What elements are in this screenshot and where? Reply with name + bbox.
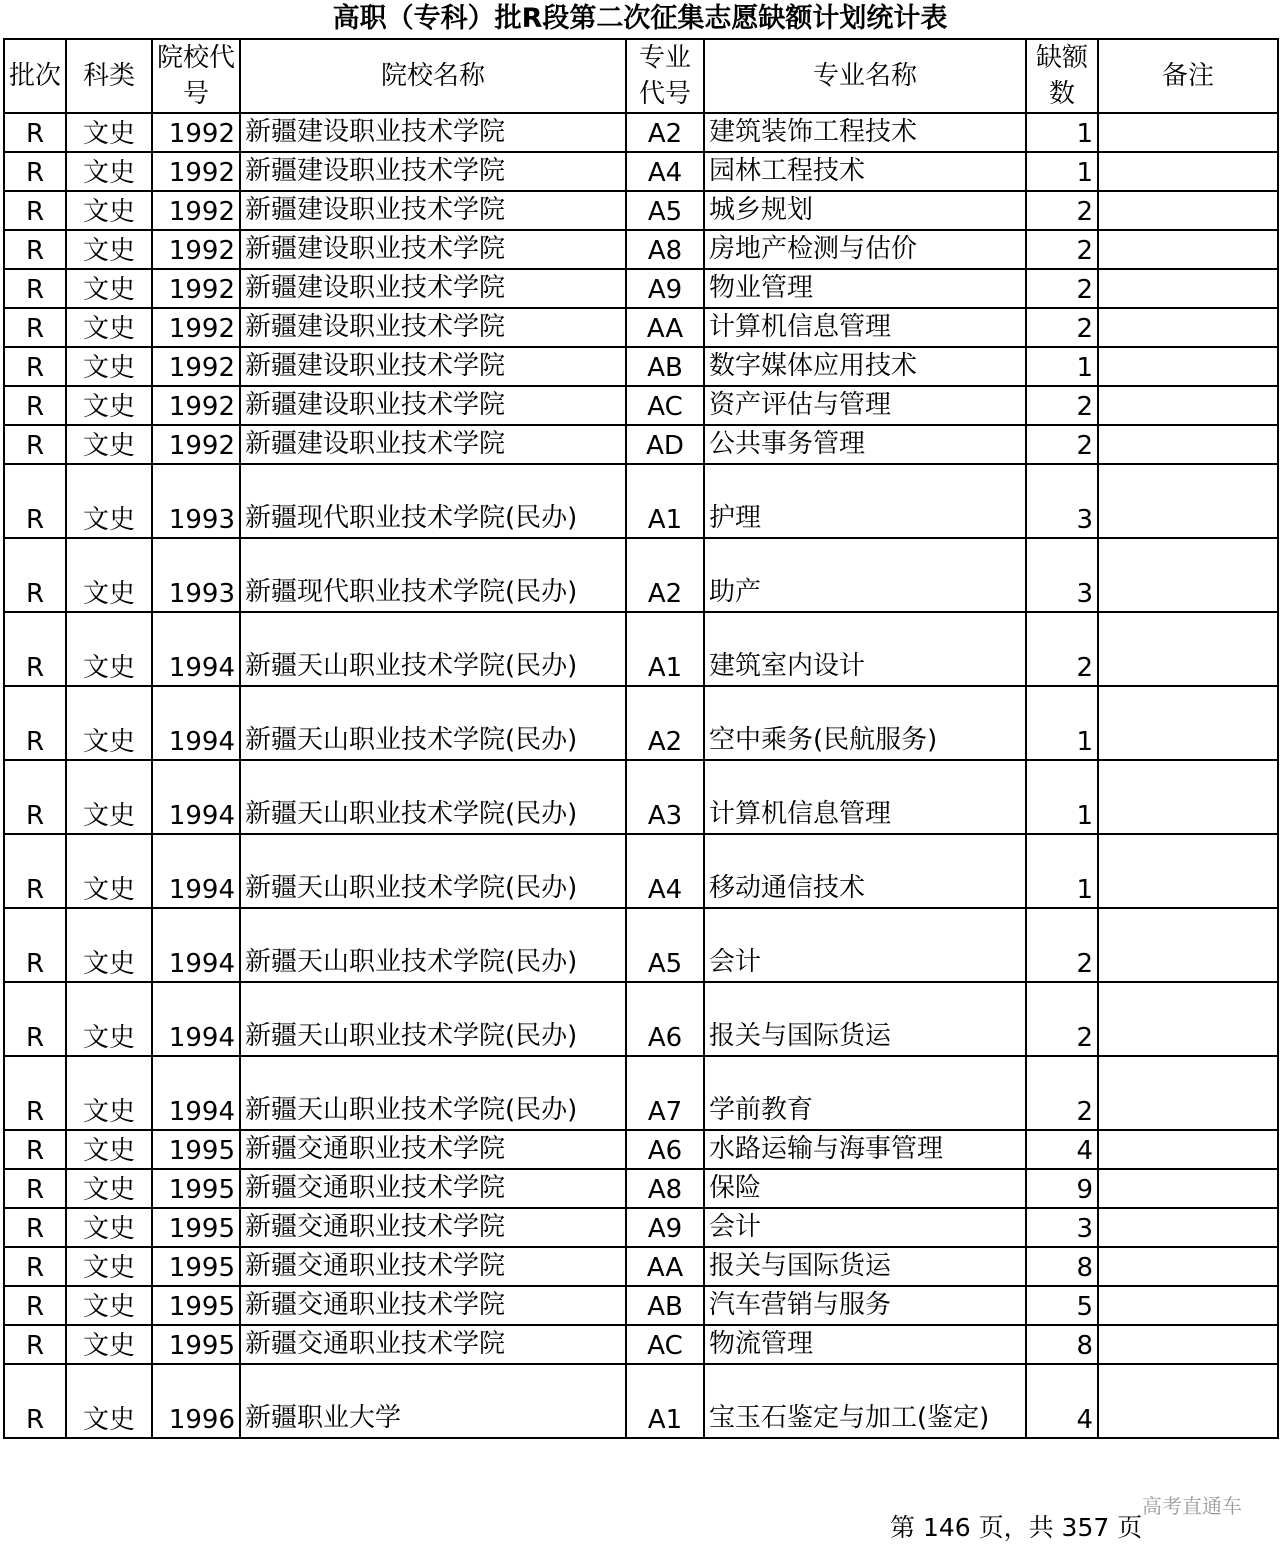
cell-vacancies: 3 <box>1026 538 1098 612</box>
cell-remarks <box>1098 230 1278 269</box>
cell-school-name: 新疆交通职业技术学院 <box>240 1247 626 1286</box>
cell-school-name: 新疆天山职业技术学院(民办) <box>240 982 626 1056</box>
cell-vacancies: 1 <box>1026 686 1098 760</box>
cell-school-code: 1995 <box>152 1130 240 1169</box>
cell-school-code: 1995 <box>152 1208 240 1247</box>
cell-school-code: 1995 <box>152 1325 240 1364</box>
table-row <box>4 1056 1278 1130</box>
cell-remarks <box>1098 760 1278 834</box>
cell-school-code: 1992 <box>152 191 240 230</box>
cell-major-code: AC <box>626 1325 704 1364</box>
cell-vacancies: 2 <box>1026 191 1098 230</box>
cell-major-code: A2 <box>626 538 704 612</box>
cell-vacancies: 2 <box>1026 230 1098 269</box>
table-row <box>4 152 1278 191</box>
cell-category: 文史 <box>66 686 152 760</box>
cell-category: 文史 <box>66 538 152 612</box>
cell-category: 文史 <box>66 386 152 425</box>
cell-remarks <box>1098 425 1278 464</box>
cell-school-code: 1992 <box>152 230 240 269</box>
table-row <box>4 982 1278 1056</box>
cell-vacancies: 2 <box>1026 308 1098 347</box>
cell-major-name: 资产评估与管理 <box>704 386 1026 425</box>
cell-vacancies: 1 <box>1026 347 1098 386</box>
cell-category: 文史 <box>66 1247 152 1286</box>
cell-major-code: A5 <box>626 908 704 982</box>
cell-major-code: AA <box>626 308 704 347</box>
cell-major-name: 计算机信息管理 <box>704 760 1026 834</box>
cell-category: 文史 <box>66 347 152 386</box>
cell-vacancies: 3 <box>1026 464 1098 538</box>
cell-school-name: 新疆职业大学 <box>240 1364 626 1438</box>
cell-school-code: 1992 <box>152 347 240 386</box>
table-row <box>4 464 1278 538</box>
table-row <box>4 425 1278 464</box>
cell-vacancies: 3 <box>1026 1208 1098 1247</box>
cell-category: 文史 <box>66 908 152 982</box>
cell-major-code: A5 <box>626 191 704 230</box>
cell-category: 文史 <box>66 308 152 347</box>
cell-major-code: A1 <box>626 612 704 686</box>
cell-category: 文史 <box>66 1169 152 1208</box>
cell-major-code: A6 <box>626 982 704 1056</box>
cell-school-name: 新疆建设职业技术学院 <box>240 230 626 269</box>
cell-school-name: 新疆交通职业技术学院 <box>240 1169 626 1208</box>
table-row <box>4 386 1278 425</box>
cell-batch: R <box>4 425 66 464</box>
cell-major-code: A7 <box>626 1056 704 1130</box>
table-row <box>4 1364 1278 1438</box>
cell-batch: R <box>4 908 66 982</box>
cell-vacancies: 2 <box>1026 908 1098 982</box>
cell-school-code: 1996 <box>152 1364 240 1438</box>
table-row <box>4 1169 1278 1208</box>
cell-school-code: 1993 <box>152 538 240 612</box>
cell-school-name: 新疆建设职业技术学院 <box>240 152 626 191</box>
cell-major-name: 建筑室内设计 <box>704 612 1026 686</box>
cell-major-code: AA <box>626 1247 704 1286</box>
cell-batch: R <box>4 113 66 152</box>
cell-remarks <box>1098 1169 1278 1208</box>
cell-category: 文史 <box>66 1208 152 1247</box>
cell-remarks <box>1098 269 1278 308</box>
cell-batch: R <box>4 386 66 425</box>
cell-batch: R <box>4 308 66 347</box>
cell-major-name: 报关与国际货运 <box>704 1247 1026 1286</box>
cell-batch: R <box>4 760 66 834</box>
cell-major-name: 会计 <box>704 1208 1026 1247</box>
cell-school-name: 新疆建设职业技术学院 <box>240 191 626 230</box>
cell-school-code: 1994 <box>152 834 240 908</box>
cell-major-code: A4 <box>626 152 704 191</box>
cell-major-code: AB <box>626 1286 704 1325</box>
table-row <box>4 1208 1278 1247</box>
cell-vacancies: 1 <box>1026 113 1098 152</box>
cell-major-code: A8 <box>626 1169 704 1208</box>
table-row <box>4 538 1278 612</box>
cell-remarks <box>1098 152 1278 191</box>
cell-batch: R <box>4 1208 66 1247</box>
cell-category: 文史 <box>66 612 152 686</box>
cell-major-code: A2 <box>626 686 704 760</box>
cell-major-code: AB <box>626 347 704 386</box>
cell-batch: R <box>4 1056 66 1130</box>
cell-major-code: A8 <box>626 230 704 269</box>
cell-school-code: 1992 <box>152 269 240 308</box>
page-title: 高职（专科）批R段第二次征集志愿缺额计划统计表 <box>332 3 948 34</box>
cell-school-code: 1994 <box>152 908 240 982</box>
header-batch: 批次 <box>4 39 66 113</box>
table-header-row <box>4 39 1278 113</box>
cell-school-code: 1994 <box>152 982 240 1056</box>
watermark: 高考直通车 <box>1142 1494 1242 1518</box>
cell-major-name: 移动通信技术 <box>704 834 1026 908</box>
cell-vacancies: 2 <box>1026 1056 1098 1130</box>
cell-vacancies: 2 <box>1026 386 1098 425</box>
header-major-code: 专业代号 <box>626 39 704 113</box>
cell-vacancies: 4 <box>1026 1130 1098 1169</box>
cell-school-name: 新疆建设职业技术学院 <box>240 269 626 308</box>
cell-school-name: 新疆天山职业技术学院(民办) <box>240 612 626 686</box>
cell-school-name: 新疆建设职业技术学院 <box>240 425 626 464</box>
cell-major-name: 物业管理 <box>704 269 1026 308</box>
cell-category: 文史 <box>66 982 152 1056</box>
cell-batch: R <box>4 1325 66 1364</box>
cell-school-name: 新疆建设职业技术学院 <box>240 347 626 386</box>
cell-school-code: 1992 <box>152 425 240 464</box>
cell-major-name: 水路运输与海事管理 <box>704 1130 1026 1169</box>
table-row <box>4 269 1278 308</box>
cell-category: 文史 <box>66 1364 152 1438</box>
table-row <box>4 908 1278 982</box>
cell-major-code: AD <box>626 425 704 464</box>
cell-major-name: 园林工程技术 <box>704 152 1026 191</box>
table-row <box>4 191 1278 230</box>
cell-category: 文史 <box>66 834 152 908</box>
cell-category: 文史 <box>66 113 152 152</box>
cell-school-code: 1994 <box>152 1056 240 1130</box>
header-school-name: 院校名称 <box>240 39 626 113</box>
cell-major-code: A3 <box>626 760 704 834</box>
cell-remarks <box>1098 386 1278 425</box>
cell-category: 文史 <box>66 760 152 834</box>
cell-remarks <box>1098 1056 1278 1130</box>
cell-vacancies: 2 <box>1026 425 1098 464</box>
cell-batch: R <box>4 269 66 308</box>
table-row <box>4 347 1278 386</box>
cell-major-name: 计算机信息管理 <box>704 308 1026 347</box>
cell-school-code: 1992 <box>152 152 240 191</box>
cell-category: 文史 <box>66 230 152 269</box>
cell-major-name: 城乡规划 <box>704 191 1026 230</box>
cell-remarks <box>1098 1286 1278 1325</box>
cell-vacancies: 2 <box>1026 612 1098 686</box>
cell-major-name: 护理 <box>704 464 1026 538</box>
table-row <box>4 230 1278 269</box>
cell-remarks <box>1098 982 1278 1056</box>
cell-major-name: 建筑装饰工程技术 <box>704 113 1026 152</box>
cell-category: 文史 <box>66 464 152 538</box>
cell-major-code: A1 <box>626 464 704 538</box>
cell-major-code: AC <box>626 386 704 425</box>
cell-major-name: 汽车营销与服务 <box>704 1286 1026 1325</box>
cell-school-name: 新疆交通职业技术学院 <box>240 1208 626 1247</box>
header-vacancies: 缺额数 <box>1026 39 1098 113</box>
cell-batch: R <box>4 347 66 386</box>
cell-batch: R <box>4 464 66 538</box>
cell-school-name: 新疆交通职业技术学院 <box>240 1286 626 1325</box>
cell-batch: R <box>4 1364 66 1438</box>
table-row <box>4 760 1278 834</box>
cell-school-code: 1993 <box>152 464 240 538</box>
table-body <box>4 113 1278 1438</box>
cell-remarks <box>1098 1247 1278 1286</box>
cell-remarks <box>1098 347 1278 386</box>
cell-major-code: A9 <box>626 1208 704 1247</box>
cell-category: 文史 <box>66 1056 152 1130</box>
cell-remarks <box>1098 113 1278 152</box>
cell-remarks <box>1098 538 1278 612</box>
cell-major-name: 保险 <box>704 1169 1026 1208</box>
table-row <box>4 113 1278 152</box>
cell-school-name: 新疆建设职业技术学院 <box>240 308 626 347</box>
cell-school-name: 新疆建设职业技术学院 <box>240 113 626 152</box>
table-row <box>4 834 1278 908</box>
cell-category: 文史 <box>66 1286 152 1325</box>
cell-school-name: 新疆交通职业技术学院 <box>240 1130 626 1169</box>
cell-remarks <box>1098 612 1278 686</box>
cell-vacancies: 2 <box>1026 269 1098 308</box>
cell-major-code: A2 <box>626 113 704 152</box>
cell-school-name: 新疆现代职业技术学院(民办) <box>240 538 626 612</box>
cell-batch: R <box>4 538 66 612</box>
header-remarks: 备注 <box>1098 39 1278 113</box>
cell-major-name: 会计 <box>704 908 1026 982</box>
cell-school-code: 1995 <box>152 1286 240 1325</box>
cell-school-code: 1994 <box>152 760 240 834</box>
cell-major-name: 空中乘务(民航服务) <box>704 686 1026 760</box>
cell-major-name: 学前教育 <box>704 1056 1026 1130</box>
cell-school-code: 1992 <box>152 308 240 347</box>
cell-category: 文史 <box>66 191 152 230</box>
cell-vacancies: 1 <box>1026 760 1098 834</box>
cell-batch: R <box>4 1130 66 1169</box>
header-school-code: 院校代号 <box>152 39 240 113</box>
cell-remarks <box>1098 1364 1278 1438</box>
cell-batch: R <box>4 1247 66 1286</box>
cell-major-code: A4 <box>626 834 704 908</box>
cell-remarks <box>1098 834 1278 908</box>
cell-remarks <box>1098 1325 1278 1364</box>
cell-school-code: 1992 <box>152 386 240 425</box>
cell-school-code: 1995 <box>152 1247 240 1286</box>
cell-batch: R <box>4 686 66 760</box>
cell-school-name: 新疆现代职业技术学院(民办) <box>240 464 626 538</box>
cell-school-code: 1995 <box>152 1169 240 1208</box>
cell-remarks <box>1098 1130 1278 1169</box>
cell-school-name: 新疆天山职业技术学院(民办) <box>240 834 626 908</box>
table-row <box>4 308 1278 347</box>
cell-major-code: A6 <box>626 1130 704 1169</box>
cell-school-code: 1992 <box>152 113 240 152</box>
cell-category: 文史 <box>66 1325 152 1364</box>
cell-batch: R <box>4 1169 66 1208</box>
table-row <box>4 1247 1278 1286</box>
table-row <box>4 612 1278 686</box>
cell-vacancies: 9 <box>1026 1169 1098 1208</box>
cell-batch: R <box>4 191 66 230</box>
cell-school-code: 1994 <box>152 612 240 686</box>
header-category: 科类 <box>66 39 152 113</box>
cell-batch: R <box>4 612 66 686</box>
table-row <box>4 1286 1278 1325</box>
cell-school-name: 新疆天山职业技术学院(民办) <box>240 908 626 982</box>
cell-remarks <box>1098 686 1278 760</box>
cell-vacancies: 1 <box>1026 152 1098 191</box>
cell-major-name: 房地产检测与估价 <box>704 230 1026 269</box>
cell-school-name: 新疆建设职业技术学院 <box>240 386 626 425</box>
cell-school-name: 新疆天山职业技术学院(民办) <box>240 760 626 834</box>
cell-vacancies: 2 <box>1026 982 1098 1056</box>
cell-major-name: 报关与国际货运 <box>704 982 1026 1056</box>
cell-major-code: A9 <box>626 269 704 308</box>
cell-major-name: 宝玉石鉴定与加工(鉴定) <box>704 1364 1026 1438</box>
cell-major-name: 数字媒体应用技术 <box>704 347 1026 386</box>
table-row <box>4 1325 1278 1364</box>
cell-category: 文史 <box>66 425 152 464</box>
cell-school-code: 1994 <box>152 686 240 760</box>
cell-vacancies: 4 <box>1026 1364 1098 1438</box>
table-row <box>4 686 1278 760</box>
cell-category: 文史 <box>66 152 152 191</box>
table-row <box>4 1130 1278 1169</box>
cell-major-name: 物流管理 <box>704 1325 1026 1364</box>
cell-school-name: 新疆天山职业技术学院(民办) <box>240 686 626 760</box>
vacancy-table <box>3 38 1279 1439</box>
cell-vacancies: 8 <box>1026 1247 1098 1286</box>
cell-remarks <box>1098 908 1278 982</box>
cell-batch: R <box>4 834 66 908</box>
cell-major-code: A1 <box>626 1364 704 1438</box>
cell-major-name: 助产 <box>704 538 1026 612</box>
cell-remarks <box>1098 191 1278 230</box>
cell-vacancies: 1 <box>1026 834 1098 908</box>
cell-batch: R <box>4 152 66 191</box>
cell-school-name: 新疆天山职业技术学院(民办) <box>240 1056 626 1130</box>
cell-school-name: 新疆交通职业技术学院 <box>240 1325 626 1364</box>
cell-category: 文史 <box>66 1130 152 1169</box>
cell-vacancies: 8 <box>1026 1325 1098 1364</box>
cell-remarks <box>1098 1208 1278 1247</box>
cell-remarks <box>1098 464 1278 538</box>
cell-batch: R <box>4 982 66 1056</box>
page-footer: 第 146 页，共 357 页 <box>890 1513 1143 1542</box>
header-major-name: 专业名称 <box>704 39 1026 113</box>
cell-vacancies: 5 <box>1026 1286 1098 1325</box>
cell-remarks <box>1098 308 1278 347</box>
cell-category: 文史 <box>66 269 152 308</box>
cell-batch: R <box>4 1286 66 1325</box>
cell-major-name: 公共事务管理 <box>704 425 1026 464</box>
cell-batch: R <box>4 230 66 269</box>
